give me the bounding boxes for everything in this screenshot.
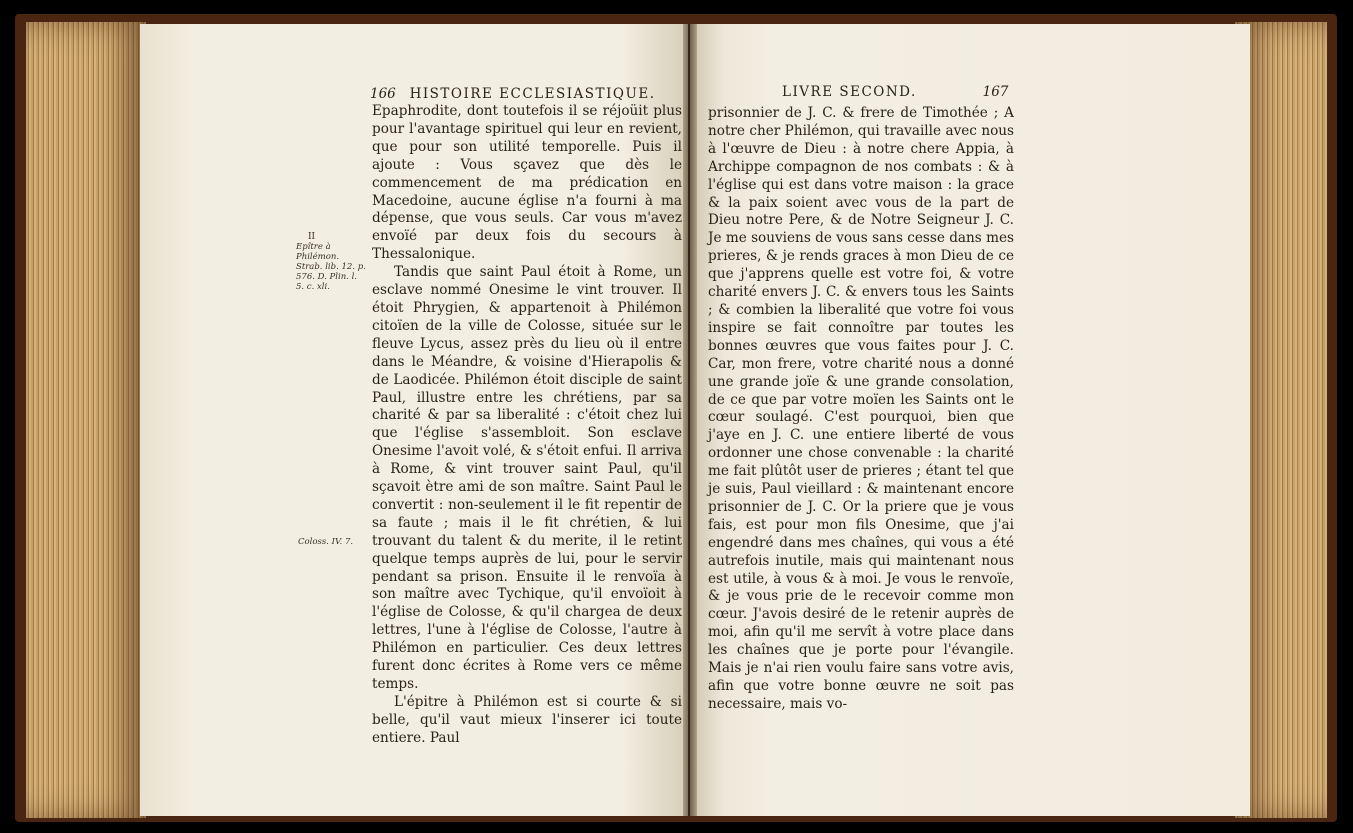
left-paragraph-1: Epaphrodite, dont toutefois il se réjoüit plus pour l'avantage spirituel qui leur en revient, que pour son utilité temporelle. Puis il ajoute : Vous sçavez que dès le commencement de ma prédication en Macedoine, aucune église n'a fourni à ma dépense, que vous seuls. Car vous m'avez envoïé par deux fois du secours à Thessalonique. xyxy=(372,103,682,263)
left-page-number: 166 xyxy=(370,86,396,102)
margin-note-refs: Epître à Philémon. Strab. lib. 12. p. 576. D. Plin. l. 5. c. xli. xyxy=(296,242,366,292)
margin-note-colossians: Coloss. IV. 7. xyxy=(298,537,354,547)
left-paragraph-3: L'épitre à Philémon est si courte & si belle, qu'il vaut mieux l'inserer ici toute entiere. Paul xyxy=(372,693,682,746)
right-running-title: LIVRE SECOND. xyxy=(782,84,917,100)
margin-note-numeral: II xyxy=(308,232,316,242)
left-paragraph-2: Tandis que saint Paul étoit à Rome, un esclave nommé Onesime le vint trouver. Il étoit Phrygien, & appartenoit à Philémon citoïen de la ville de Colosse, située sur le fleuve Lycus, assez près du lieu où il entre dans le Méandre, & voisine d'Hierapolis & de Laodicée. Philémon étoit disciple de saint Paul, illustre entre les chrétiens, par sa charité & par sa liberalité : c'étoit chez lui que l'église s'assembloit. Son esclave Onesime l'avoit volé, & s'étoit enfui. Il arriva à Rome, & vint trouver saint Paul, qu'il sçavoit ètre ami de son maître. Saint Paul le convertit : non-seulement il le fit repentir de sa faute ; mais il le fit chrétien, & lui trouvant du talent & du merite, il le retint quelque temps auprès de lui, pour le servir pendant sa prison. Ensuite il le renvoïa à son maître avec Tychique, qu'il envoïoit à l'église de Colosse, & qu'il chargea de deux lettres, l'une à l'église de Colosse, l'autre à Philémon en particulier. Ces deux lettres furent donc écrites à Rome vers ce même temps. xyxy=(372,264,682,692)
right-paragraph-1: prisonnier de J. C. & frere de Timothée ; A notre cher Philémon, qui travaille avec nous à l'œuvre de Dieu : à notre chere Appia, à Archippe compagnon de nos combats : & à l'église qui est dans votre maison : la grace & la paix soient avec vous de la part de Dieu notre Pere, & de Notre Seigneur J. C. Je me souviens de vous sans cesse dans mes prieres, & je rends graces à mon Dieu de ce que j'apprens quelle est votre foi, & votre charité envers J. C. & envers tous les Saints ; & combien la liberalité que votre foi vous inspire se fait connoître par toutes les bonnes œuvres que vous faites pour J. C. Car, mon frere, votre charité nous a donné une grande joïe & une grande consolation, de ce que par votre moïen les Saints ont le cœur soulagé. C'est pourquoi, bien que j'aye en J. C. une entiere liberté de vous ordonner une chose convenable : la charité me fait plûtôt user de prieres ; étant tel que je suis, Paul vieillard : & maintenant encore prisonnier de J. C. Or la priere que je vous fais, est pour mon fils Onesime, que j'ai engendré dans mes chaînes, qui vous a été autrefois inutile, mais qui maintenant nous est utile, à vous & à moi. Je vous le renvoïe, & je vous prie de le recevoir comme mon cœur. J'avois desiré de le retenir auprès de moi, afin qu'il me servît à votre place dans les chaînes que je porte pour l'évangile. Mais je n'ai rien voulu faire sans votre avis, afin que votre bonne œuvre ne soit pas necessaire, mais vo- xyxy=(708,105,1014,712)
right-running-head xyxy=(782,84,1008,100)
right-page-text xyxy=(708,105,1014,714)
left-running-title: HISTOIRE ECCLESIASTIQUE. xyxy=(409,86,656,102)
left-page-text xyxy=(372,103,682,748)
left-running-head xyxy=(370,86,656,102)
right-page-number: 167 xyxy=(982,84,1009,100)
margin-note-philemon xyxy=(296,232,366,292)
left-page-edges xyxy=(26,22,146,818)
book-gutter xyxy=(683,24,697,816)
